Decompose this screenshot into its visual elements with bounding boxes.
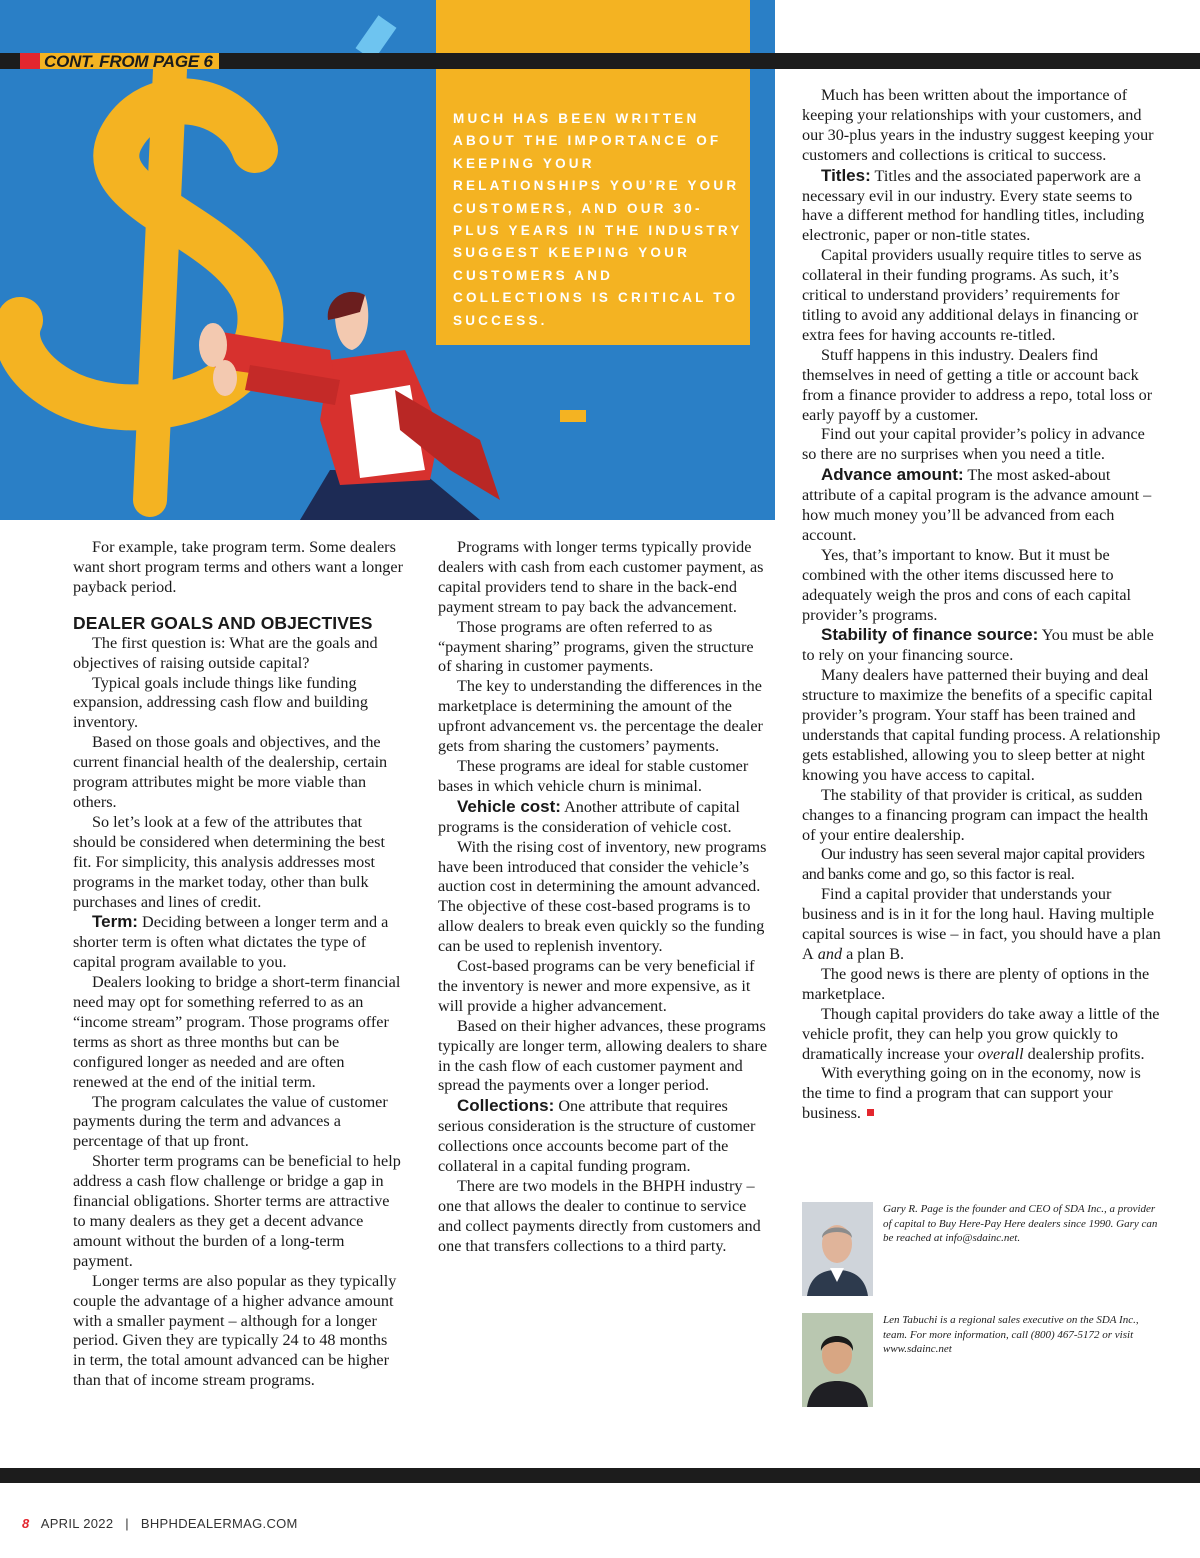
col3-paragraph (802, 625, 1162, 666)
author-bio-1 (802, 1202, 1162, 1296)
col2-paragraph: The key to understanding the differences in the marketplace is determining the amount of the upfront advancement vs. the percentage the dealer gets from sharing the customers’ payments. (438, 677, 763, 756)
col1-paragraph: Based on those goals and objectives, and the current financial health of the dealership, certain program attributes might be more viable than others. (73, 733, 388, 811)
col2-paragraph: Programs with longer terms typically provide dealers with cash from each customer payment, as capital providers tend to share in the back-end payment stream to pay back the advancement. (438, 538, 764, 616)
page-number: 8 (22, 1516, 30, 1531)
tag-square-black (0, 53, 20, 69)
col2-paragraph: Based on their higher advances, these programs typically are longer term, allowing dealers to share in the cash flow of each customer payment and spread the payments over a longer period. (438, 1016, 768, 1095)
bio-text: Len Tabuchi is a regional sales executive on the SDA Inc., team. For more information, call (800) 467-5172 or visit www.sdainc.net (883, 1314, 1139, 1356)
col2-paragraph: Cost-based programs can be very beneficial if the inventory is newer and more expensive, as it will provide a higher advancement. (438, 957, 755, 1015)
col3-paragraph: Find a capital provider that understands your business and is in it for the long haul. Having multiple capital sources is wise – in fact, you should have a plan A and a plan B. (802, 885, 1161, 963)
titles-lead: Titles: (821, 165, 871, 185)
col1-paragraph: Typical goals include things like funding expansion, addressing cash flow and building inventory. (73, 673, 368, 732)
col1-paragraph: The first question is: What are the goals and objectives of raising outside capital? (73, 633, 378, 672)
issue-date: APRIL 2022 (40, 1516, 114, 1531)
section-heading: DEALER GOALS AND OBJECTIVES (73, 612, 373, 633)
col3-paragraph: Though capital providers do take away a little of the vehicle profit, they can help you grow quickly to dramatically increase your overall dealership profits. (802, 1004, 1160, 1063)
col2-paragraph: These programs are ideal for stable customer bases in which vehicle churn is minimal. (438, 756, 749, 795)
advance-amount-lead: Advance amount: (821, 465, 964, 485)
col1-paragraph (73, 912, 403, 973)
vehicle-cost-lead: Vehicle cost: (457, 796, 561, 816)
footer-site: BHPHDEALERMAG.COM (140, 1516, 298, 1531)
col3-paragraph: Stuff happens in this industry. Dealers find themselves in need of getting a title or account back from a finance provider to address a repo, total loss or early payoff by a customer. (802, 345, 1153, 424)
col3-paragraph: Yes, that’s important to know. But it must be combined with the other items discussed here to adequately weigh the pros and cons of each capital provider’s programs. (802, 545, 1132, 624)
column-2 (438, 538, 770, 1257)
col2-paragraph: With the rising cost of inventory, new programs have been introduced that consider the vehicle’s auction cost in determining the amount advanced. The objective of these cost-based programs is to allow dealers to break even quickly so the funding can be used to replenish inventory. (438, 837, 767, 956)
col1-paragraph: For example, take program term. Some dealers want short program terms and others want a longer payback period. (73, 538, 403, 596)
author-photo-gary (802, 1202, 873, 1296)
col3-paragraph: Find out your capital provider’s policy in advance so there are no surprises when you need a title. (802, 425, 1145, 464)
pull-quote: MUCH HAS BEEN WRITTEN ABOUT THE IMPORTANCE OF KEEPING YOUR RELATIONSHIPS YOU’RE YOUR CUSTOMERS, AND OUR 30-PLUS YEARS IN THE INDUSTRY SUGGEST KEEPING YOUR CUSTOMERS AND COLLECTIONS IS CRITICAL TO SUCCESS. (453, 111, 743, 328)
tag-square-red (20, 53, 40, 69)
col3-paragraph (802, 166, 1162, 247)
col3-paragraph: Our industry has seen several major capital providers and banks come and go, so this factor is real. (802, 845, 1145, 884)
collections-lead: Collections: (457, 1096, 555, 1116)
col2-paragraph (438, 797, 770, 838)
col3-paragraph: Much has been written about the importance of keeping your relationships with your customers, and our 30-plus years in the industry suggest keeping your customers and collections is critical to success. (802, 86, 1154, 164)
continued-tag (0, 53, 222, 69)
col2-paragraph (438, 1096, 770, 1177)
col1-paragraph: Dealers looking to bridge a short-term financial need may opt for something referred to as an “income stream” program. Those programs offer terms as short as three months but can be configured longer as needed and are often renewed at the end of the initial term. (73, 973, 401, 1091)
bottom-rule-bar (0, 1468, 1200, 1483)
stability-lead: Stability of finance source: (821, 625, 1039, 645)
col1-paragraph: Shorter term programs can be beneficial to help address a cash flow challenge or bridge a gap in financial obligations. Shorter terms are attractive to many dealers as they get a decent advance amount without the burden of a long-term payment. (73, 1152, 401, 1270)
collections-text: One attribute that requires serious consideration is the structure of customer collections once accounts become part of the collateral in a capital funding program. (438, 1097, 756, 1176)
author-photo-len (802, 1313, 873, 1407)
hero-illustration (0, 0, 775, 520)
col1-paragraph: The program calculates the value of customer payments during the term and advances a percentage of that up front. (73, 1092, 388, 1151)
column-1 (73, 538, 403, 1391)
col1-paragraph: Longer terms are also popular as they typically couple the advantage of a higher advance amount with a smaller payment – although for a longer period. Given they are typically 24 to 48 months in term, the total amount advanced can be higher than that of income stream programs. (73, 1271, 397, 1390)
column-3 (802, 86, 1162, 1124)
author-bio-2 (802, 1313, 1162, 1407)
col3-paragraph: Capital providers usually require titles to serve as collateral in their funding programs. As such, it’s critical to understand providers’ requirements for titling to avoid any additional delays in financing or extra fees for having accounts re-titled. (802, 246, 1142, 344)
term-text: Deciding between a longer term and a shorter term is often what dictates the type of capital program available to you. (73, 913, 389, 972)
col2-paragraph: There are two models in the BHPH industry – one that allows the dealer to continue to service and collect payments directly from customers and one that transfers collections to a third party. (438, 1177, 761, 1255)
page-footer (22, 1516, 298, 1531)
stability-text: You must be able to rely on your financing source. (802, 626, 1154, 665)
end-mark-icon (867, 1109, 874, 1116)
col3-paragraph: The good news is there are plenty of options in the marketplace. (802, 964, 1150, 1003)
titles-text: Titles and the associated paperwork are a necessary evil in our industry. Every state seems to have a different method for handling titles, including electronic, paper or non-title states. (802, 166, 1145, 245)
bio-text: Gary R. Page is the founder and CEO of SDA Inc., a provider of capital to Buy Here-Pay Here dealers since 1990. Gary can be reached at info@sdainc.net. (883, 1203, 1158, 1245)
col1-paragraph: So let’s look at a few of the attributes that should be considered when determining the best fit. For simplicity, this analysis addresses most programs in the market today, other than bulk purchases and lines of credit. (73, 812, 385, 911)
term-lead: Term: (92, 912, 138, 932)
col3-paragraph (802, 465, 1162, 546)
col3-paragraph: The stability of that provider is critical, as sudden changes to a financing program can impact the health of your entire dealership. (802, 785, 1149, 844)
col2-paragraph: Those programs are often referred to as “payment sharing” programs, given the structure of sharing in customer payments. (438, 617, 754, 676)
advance-amount-text: The most asked-about attribute of a capital program is the advance amount – how much money you’ll be advanced from each account. (802, 466, 1152, 544)
continued-label: CONT. FROM PAGE 6 (40, 53, 222, 69)
col3-paragraph: With everything going on in the economy, now is the time to find a program that can support your business. (802, 1064, 1141, 1123)
col3-paragraph: Many dealers have patterned their buying and deal structure to maximize the benefits of a specific capital provider’s program. Your staff has been trained and understands that capital funding process. A relationship gets established, allowing you to sleep better at night knowing you have access to capital. (802, 666, 1161, 784)
footer-separator: | (125, 1516, 129, 1531)
vehicle-cost-text: Another attribute of capital programs is the consideration of vehicle cost. (438, 797, 740, 836)
